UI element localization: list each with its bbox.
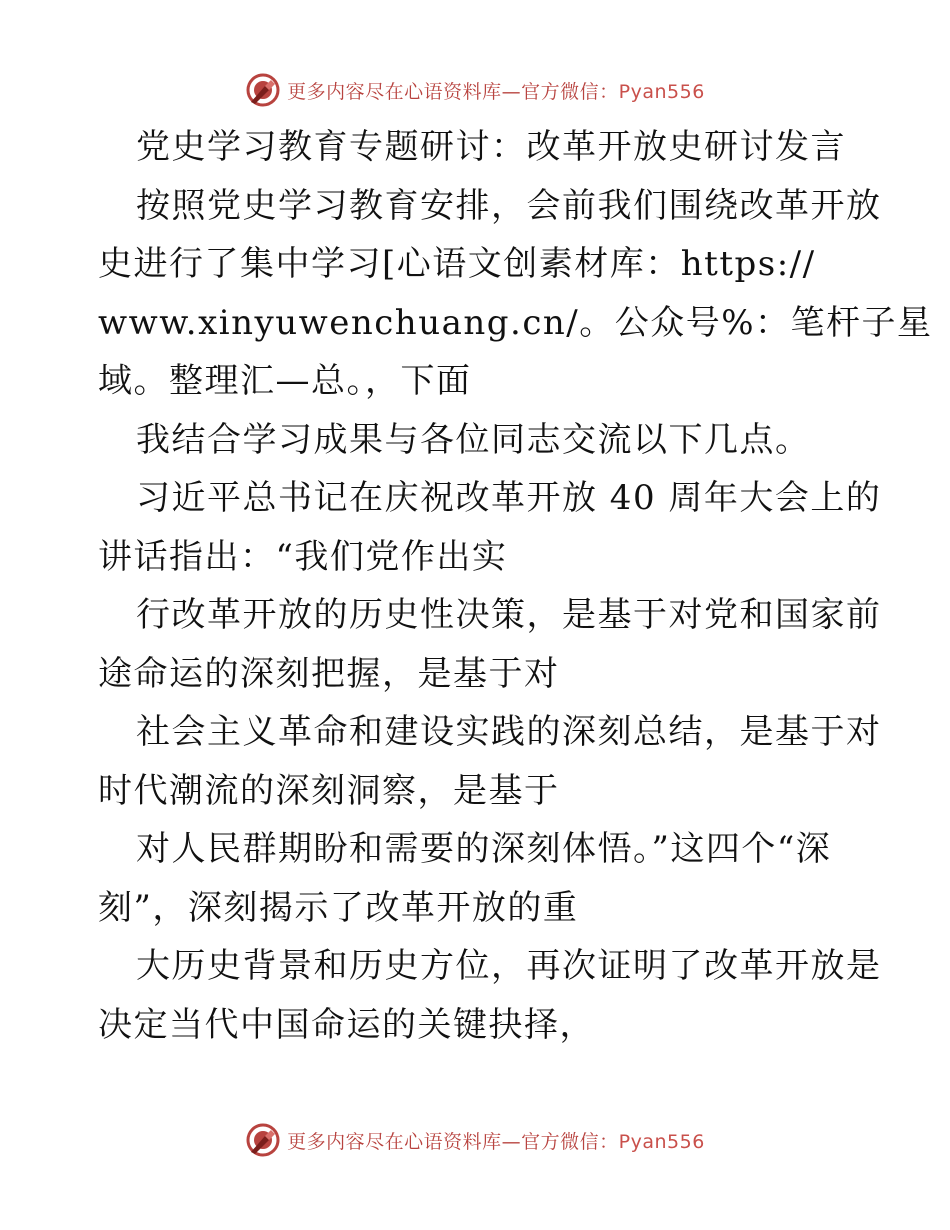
paragraph-line: www.xinyuwenchuang.cn/。公众号%：笔杆子星 xyxy=(98,302,933,343)
footer-watermark xyxy=(0,1118,950,1162)
paragraph-line: 途命运的深刻把握，是基于对 xyxy=(98,653,560,694)
wechat-id: Pyan556 xyxy=(618,1130,705,1153)
paragraph-line: 域。整理汇—总。，下面 xyxy=(98,361,472,401)
paragraph-line: 时代潮流的深刻洞察，是基于 xyxy=(98,770,560,811)
paragraph-line: 讲话指出：“我们党作出实 xyxy=(98,536,508,577)
paragraph-line: 大历史背景和历史方位，再次证明了改革开放是 xyxy=(136,946,882,986)
document-title: 党史学习教育专题研讨：改革开放史研讨发言 xyxy=(136,127,846,167)
pen-logo-icon xyxy=(245,1122,281,1158)
paragraph-line: 我结合学习成果与各位同志交流以下几点。 xyxy=(136,419,811,460)
paragraph-line: 习近平总书记在庆祝改革开放 40 周年大会上的 xyxy=(136,478,882,518)
paragraph-line: 对人民群期盼和需要的深刻体悟。”这四个“深 xyxy=(136,829,832,869)
paragraph-line: 行改革开放的历史性决策，是基于对党和国家前 xyxy=(136,595,882,635)
document-body xyxy=(98,118,933,1054)
watermark-text: 更多内容尽在心语资料库—官方微信：Pyan556 xyxy=(287,1130,705,1153)
paragraph-line: 史进行了集中学习[心语文创素材库：https:// xyxy=(98,244,816,284)
paragraph-line: 按照党史学习教育安排，会前我们围绕改革开放 xyxy=(136,185,882,226)
paragraph-line: 决定当代中国命运的关键抉择， xyxy=(98,1004,595,1045)
paragraph-line: 社会主义革命和建设实践的深刻总结，是基于对 xyxy=(136,712,882,752)
paragraph-line: 刻”，深刻揭示了改革开放的重 xyxy=(98,887,579,928)
wechat-id: Pyan556 xyxy=(618,80,705,103)
pen-logo-icon xyxy=(245,72,281,108)
watermark-text: 更多内容尽在心语资料库—官方微信：Pyan556 xyxy=(287,80,705,103)
header-watermark xyxy=(0,68,950,112)
